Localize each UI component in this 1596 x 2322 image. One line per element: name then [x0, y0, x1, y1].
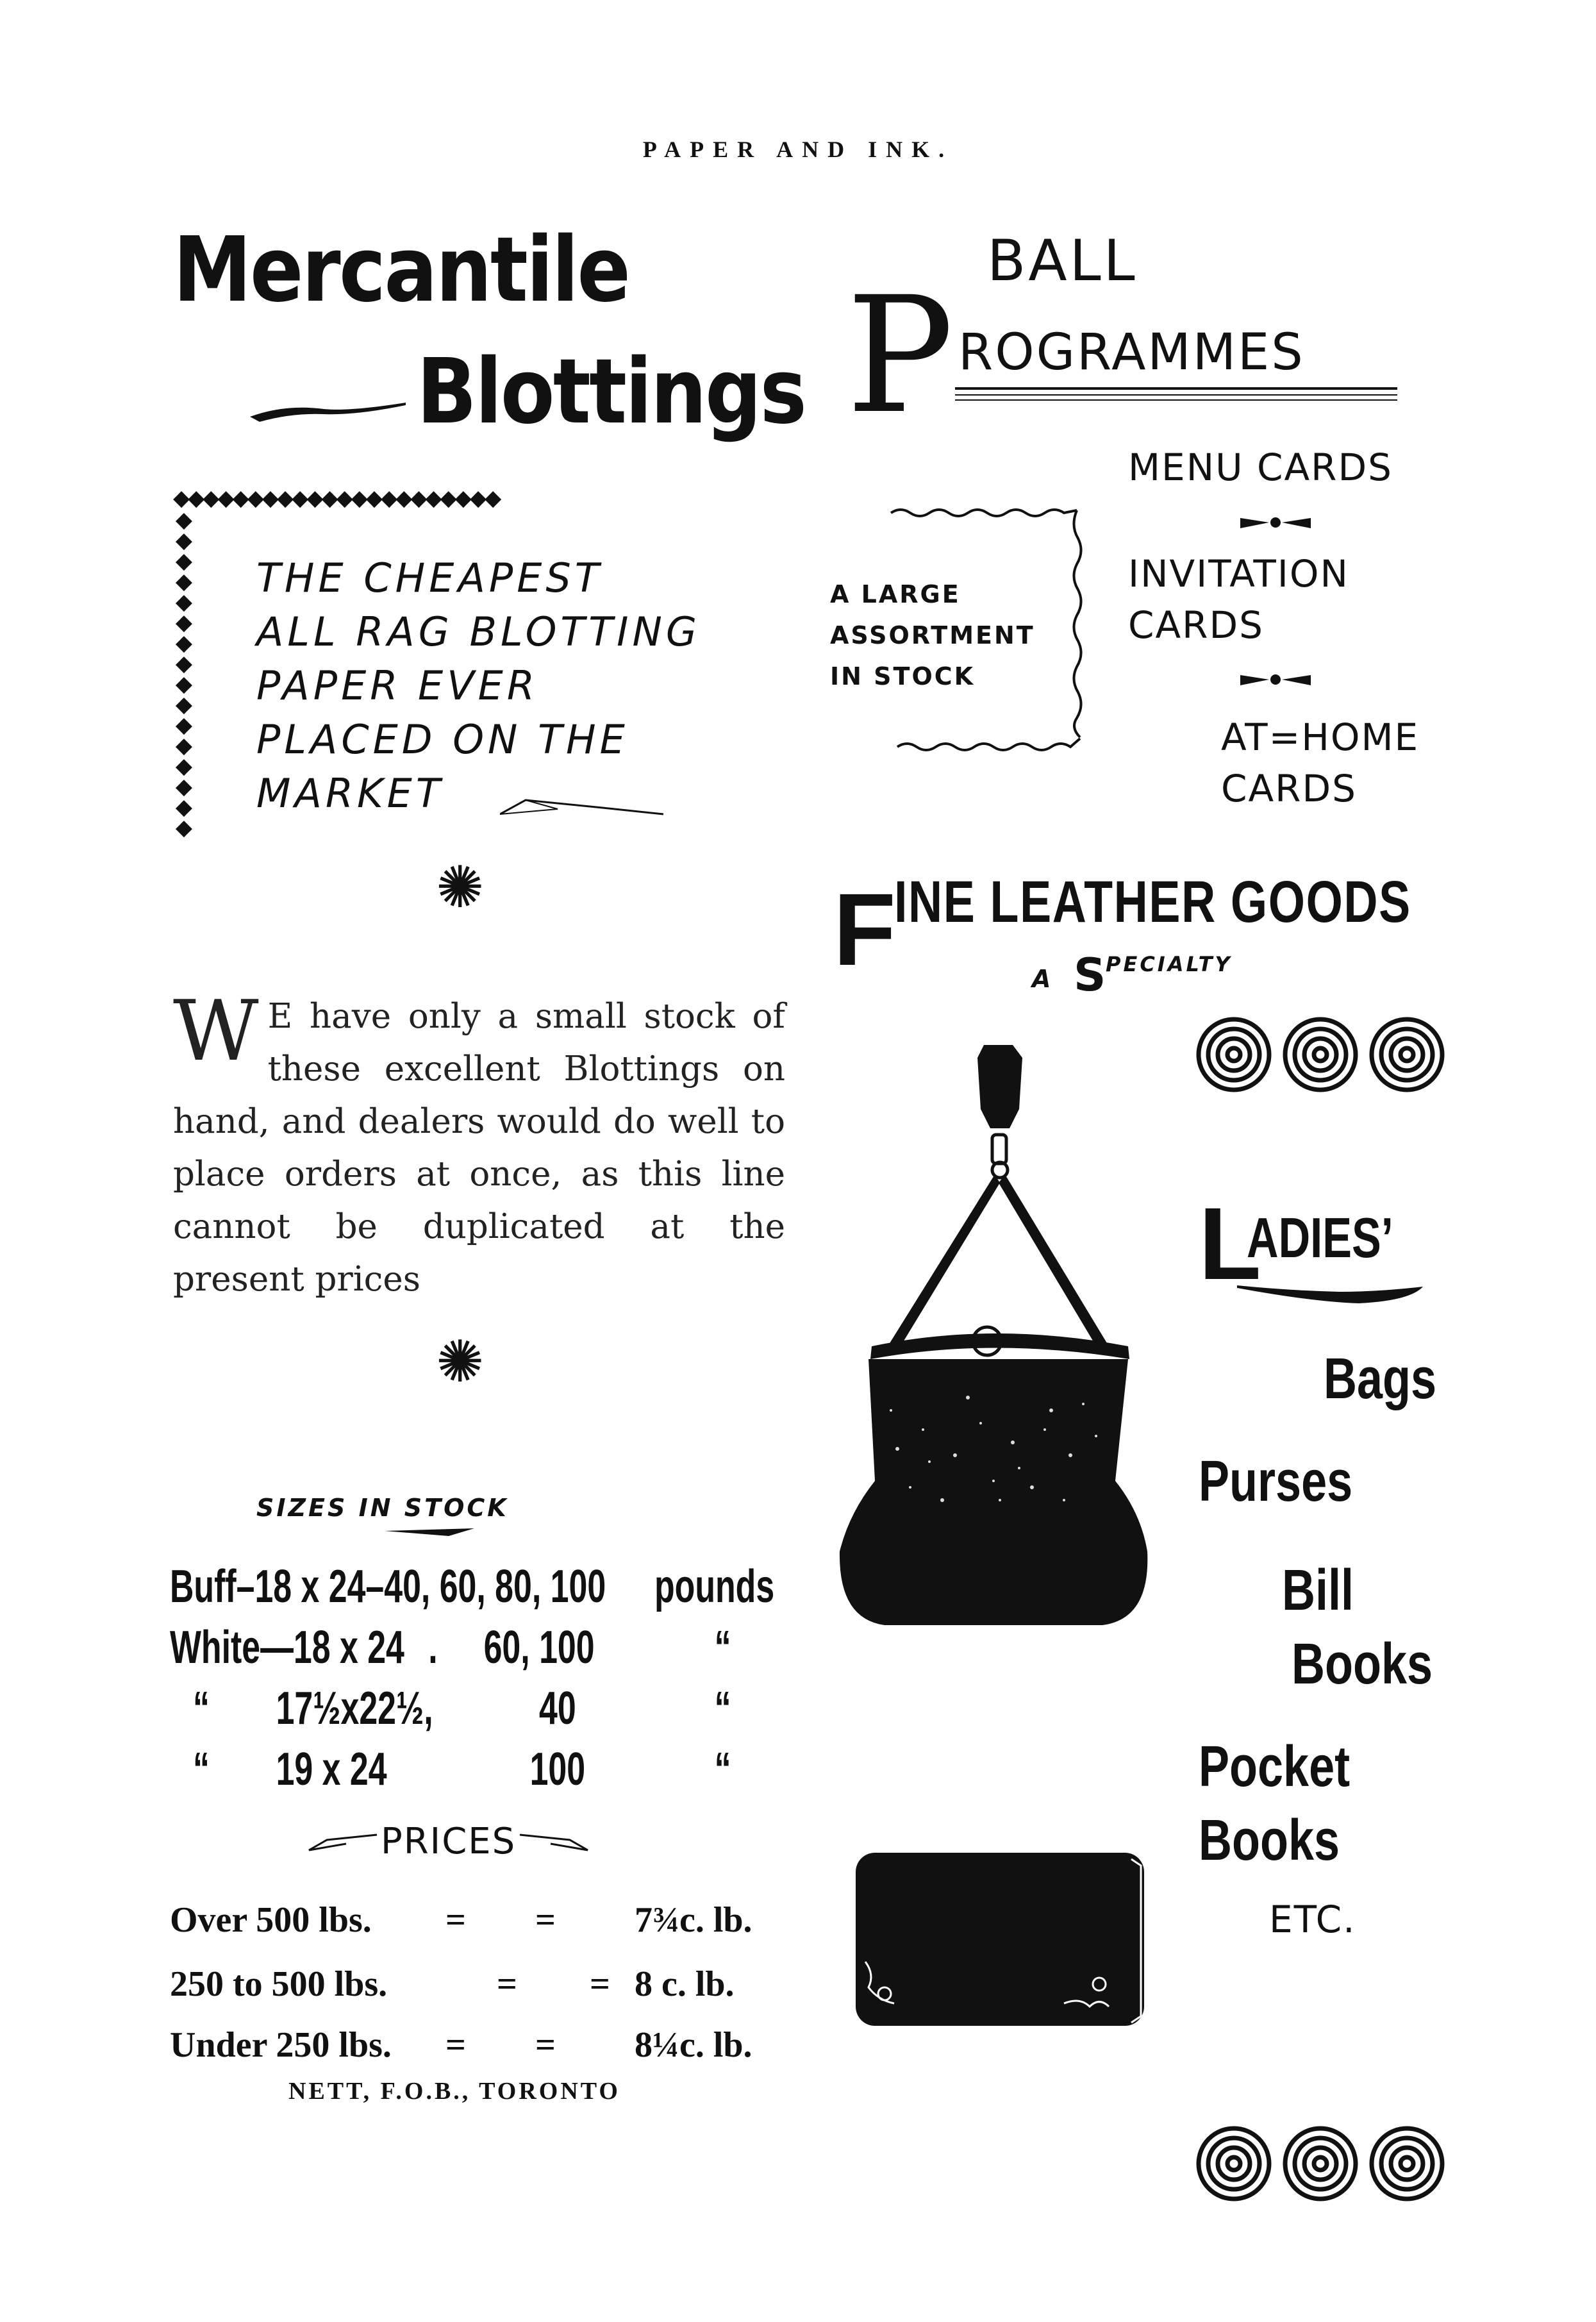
size-weights: 40	[539, 1683, 576, 1734]
cheapest-callout	[256, 551, 788, 821]
price-sep: =	[535, 1900, 556, 1940]
price-row	[170, 2019, 811, 2071]
programmes-title: ROGRAMMES	[958, 324, 1305, 381]
underline-swash-icon	[385, 1526, 474, 1539]
size-unit: “	[714, 1622, 731, 1673]
price-value: 7¾c. lb.	[635, 1900, 752, 1940]
fine-leather-goods-title: INE LEATHER GOODS	[894, 869, 1411, 935]
assortment-line: ASSORTMENT	[830, 621, 1035, 649]
prices-label: PRICES	[381, 1821, 517, 1862]
sizes-row	[170, 1558, 775, 1616]
product-books: Books	[1292, 1632, 1433, 1696]
prices-heading	[308, 1821, 589, 1862]
decorative-swash-icon	[247, 385, 407, 430]
product-purses: Purses	[1199, 1449, 1353, 1514]
right-arrow-flourish-icon	[519, 1831, 589, 1857]
price-value: 8 c. lb.	[635, 1964, 735, 2004]
specialty-article: A	[1032, 965, 1051, 993]
size-dim: 19 x 24	[276, 1744, 387, 1795]
sizes-row	[170, 1619, 731, 1676]
product-books: Books	[1199, 1808, 1340, 1873]
sizes-row	[170, 1680, 731, 1737]
size-ditto: “	[193, 1744, 210, 1795]
callout-line: THE CHEAPEST	[256, 555, 603, 601]
bowtie-ornament-icon	[1237, 513, 1314, 532]
size-unit: “	[714, 1744, 731, 1795]
at-home-line: AT=HOME	[1221, 715, 1420, 759]
sizes-row	[170, 1741, 731, 1798]
size-dot: .	[428, 1622, 438, 1673]
size-ditto: “	[193, 1683, 210, 1734]
running-header: PAPER AND INK.	[642, 137, 954, 162]
assortment-line: A LARGE	[830, 580, 961, 608]
body-paragraph: E have only a small stock of these excellent Blottings on hand, and dealers would do well to place orders at once, as this line cannot be duplicated at the present prices	[173, 997, 785, 1299]
starburst-ornament-icon: ✺	[436, 1328, 485, 1396]
nett-fob-footer: NETT, F.O.B., TORONTO	[288, 2078, 620, 2105]
mercantile-title: Mercantile	[173, 218, 629, 322]
size-weights: 60, 100	[483, 1622, 595, 1673]
assortment-text	[830, 574, 1035, 697]
callout-line: MARKET	[256, 770, 444, 817]
starburst-ornament-icon: ✺	[436, 854, 485, 921]
etc-label: ETC.	[1269, 1898, 1356, 1941]
price-row	[170, 1894, 811, 1946]
price-range: Under 250 lbs.	[170, 2025, 392, 2065]
spiral-ornament-icon	[1192, 1013, 1449, 1096]
spiral-ornament-icon	[1192, 2122, 1449, 2205]
price-value: 8¼c. lb.	[635, 2025, 752, 2065]
ladies-swash-icon	[1237, 1273, 1429, 1311]
callout-line: ALL RAG BLOTTING	[256, 608, 701, 655]
double-rule	[955, 385, 1397, 404]
blottings-body	[173, 982, 785, 1306]
price-range: Over 500 lbs.	[170, 1900, 372, 1940]
diamond-border-left: ◆◆◆◆◆◆◆◆◆◆◆◆◆◆◆◆	[175, 507, 193, 840]
programmes-initial: P	[846, 262, 954, 449]
price-row	[170, 1959, 811, 2010]
ladies-initial: L	[1199, 1186, 1261, 1301]
sizes-heading: SIZES IN STOCK	[256, 1494, 509, 1522]
invitation-cards	[1128, 548, 1349, 651]
specialty-title: PECIALTY	[1106, 952, 1233, 976]
price-sep: =	[535, 2025, 556, 2065]
at-home-line: CARDS	[1221, 767, 1357, 810]
price-range: 250 to 500 lbs.	[170, 1964, 388, 2004]
invitation-line: INVITATION	[1128, 552, 1349, 596]
ladies-title: ADIES’	[1247, 1206, 1393, 1269]
price-sep: =	[445, 2025, 466, 2065]
price-sep: =	[590, 1964, 610, 2004]
callout-line: PLACED ON THE	[256, 716, 629, 763]
menu-cards: MENU CARDS	[1128, 446, 1393, 489]
market-flourish-icon	[500, 795, 667, 821]
product-bags: Bags	[1324, 1347, 1437, 1411]
size-label: White—18 x 24	[170, 1622, 404, 1673]
price-sep: =	[445, 1900, 466, 1940]
ladies-handbag-illustration	[827, 1039, 1160, 1648]
bowtie-ornament-icon	[1237, 670, 1314, 689]
blottings-title: Blottings	[417, 340, 806, 444]
invitation-line: CARDS	[1128, 603, 1264, 647]
product-pocket: Pocket	[1199, 1735, 1351, 1799]
callout-line: PAPER EVER	[256, 662, 538, 709]
size-label: Buff–18 x 24–40, 60, 80, 100	[170, 1561, 606, 1612]
specialty-initial: S	[1074, 949, 1106, 1001]
ball-title: BALL	[987, 228, 1138, 294]
fine-initial: F	[833, 872, 896, 987]
drop-cap: W	[173, 982, 259, 1080]
size-unit: “	[714, 1683, 731, 1734]
left-arrow-flourish-icon	[308, 1831, 378, 1857]
product-bill: Bill	[1282, 1558, 1354, 1623]
assortment-line: IN STOCK	[830, 662, 976, 690]
price-sep: =	[497, 1964, 517, 2004]
at-home-cards	[1221, 712, 1419, 814]
pocket-book-illustration	[849, 1846, 1157, 2032]
size-weights: 100	[529, 1744, 586, 1795]
diamond-border-top: ◆◆◆◆◆◆◆◆◆◆◆◆◆◆◆◆◆◆◆◆◆◆	[173, 485, 500, 511]
size-dim: 17½x22½,	[276, 1683, 433, 1734]
size-unit: pounds	[654, 1561, 775, 1612]
